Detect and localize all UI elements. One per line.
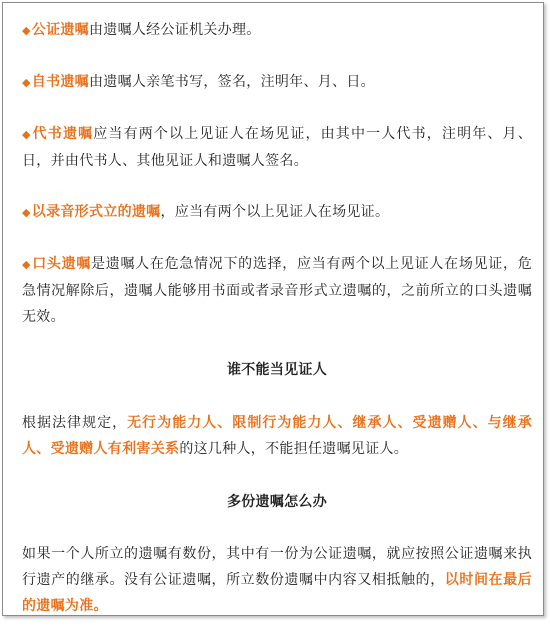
term-label: 口头遗嘱 bbox=[32, 256, 92, 272]
content-frame bbox=[2, 2, 544, 616]
witness-lead: 根据法律规定， bbox=[22, 415, 128, 431]
bullet-item-handwritten-will bbox=[22, 69, 532, 96]
bullet-item-recorded-will bbox=[22, 199, 532, 226]
diamond-bullet-icon: ◆ bbox=[22, 206, 31, 219]
term-description: ，应当有两个以上见证人在场见证。 bbox=[160, 204, 390, 220]
term-label: 公证遗嘱 bbox=[31, 22, 89, 38]
section-heading-multiple-wills: 多份遗嘱怎么办 bbox=[226, 494, 328, 510]
diamond-bullet-icon: ◆ bbox=[22, 128, 32, 141]
witness-highlight: 无行为能力人、限制行为能力人、继承人、受遗赠人、与继承人、受遗赠人有利害关系 bbox=[22, 415, 532, 457]
diamond-bullet-icon: ◆ bbox=[22, 24, 31, 37]
term-description: 由遗嘱人亲笔书写，签名，注明年、月、日。 bbox=[88, 74, 375, 90]
term-label: 以录音形式立的遗嘱 bbox=[31, 204, 161, 220]
witness-tail: 的这几种人，不能担任遗嘱见证人。 bbox=[179, 441, 409, 457]
diamond-bullet-icon: ◆ bbox=[22, 76, 31, 89]
term-label: 代书遗嘱 bbox=[32, 126, 94, 142]
multiple-wills-highlight: 以时间在最后的遗嘱为准。 bbox=[22, 572, 532, 614]
multiple-wills-text: 如果一个人所立的遗嘱有数份，其中有一份为公证遗嘱，就应按照公证遗嘱来执行遗产的继承。没有公证遗嘱，所立数份遗嘱中内容又相抵触的， bbox=[22, 546, 532, 588]
diamond-bullet-icon: ◆ bbox=[22, 258, 32, 271]
article-body bbox=[22, 17, 532, 643]
section-heading-witness: 谁不能当见证人 bbox=[226, 362, 328, 378]
multiple-wills-paragraph bbox=[22, 541, 532, 619]
term-description: 是遗嘱人在危急情况下的选择，应当有两个以上见证人在场见证，危急情况解除后，遗嘱人能够用书面或者录音形式立遗嘱的，之前所立的口头遗嘱无效。 bbox=[22, 256, 533, 325]
witness-paragraph bbox=[22, 410, 532, 462]
bullet-item-notarized-will bbox=[22, 17, 532, 44]
bullet-item-oral-will bbox=[22, 251, 532, 330]
term-label: 自书遗嘱 bbox=[31, 74, 89, 90]
term-description: 由遗嘱人经公证机关办理。 bbox=[88, 22, 261, 38]
term-description: 应当有两个以上见证人在场见证，由其中一人代书，注明年、月、日，并由代书人、其他见证人和遗嘱人签名。 bbox=[22, 126, 532, 169]
bullet-item-proxy-will bbox=[22, 121, 532, 174]
